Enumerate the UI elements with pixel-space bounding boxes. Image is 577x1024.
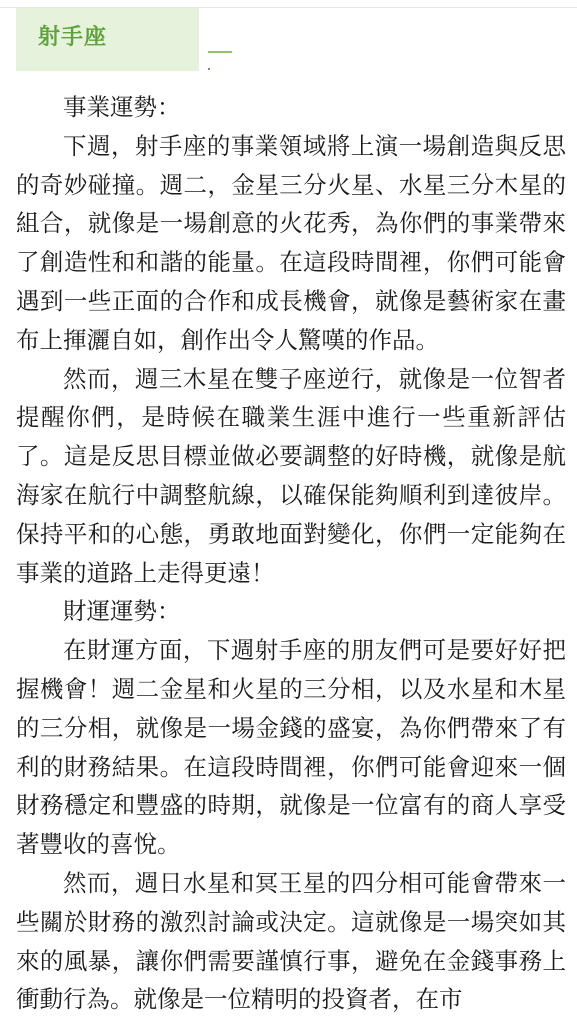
section-heading-wealth: 財運運勢： [63,597,181,626]
title-accent-dot [208,68,210,70]
paragraph-wealth-2: 然而，週日水星和冥王星的四分相可能會帶來一些關於財務的激烈討論或決定。這就像是一場突如其來的風暴，讓你們需要謹慎行事，避免在金錢事務上衝動行為。就像是一位精明的投資者，在市 [16,868,566,1014]
title-accent-line [208,51,232,53]
section-heading-career: 事業運勢： [63,93,181,121]
paragraph-wealth-1: 在財運方面，下週射手座的朋友們可是要好好把握機會！週二金星和火星的三分相，以及水星和木星的三分相，就像是一場金錢的盛宴，為你們帶來了有利的財務結果。在這段時間裡，你們可能會迎來一個財務穩定和豐盛的時期，就像是一位富有的商人享受著豐收的喜悅。 [16,636,566,859]
paragraph-career-1: 下週，射手座的事業領域將上演一場創造與反思的奇妙碰撞。週二，金星三分火星、水星三分木星的組合，就像是一場創意的火花秀，為你們的事業帶來了創造性和和諧的能量。在這段時間裡，你們可能會遇到一些正面的合作和成長機會，就像是藝術家在畫布上揮灑自如，創作出令人驚嘆的作品。 [16,131,566,354]
article-body [16,88,566,1019]
page-title: 射手座 [38,25,108,50]
paragraph-career-2: 然而，週三木星在雙子座逆行，就像是一位智者提醒你們，是時候在職業生涯中進行一些重新評估了。這是反思目標並做必要調整的好時機，就像是航海家在航行中調整航線，以確保能夠順利到達彼岸。保持平和的心態，勇敢地面對變化，你們一定能夠在事業的道路上走得更遠！ [16,364,566,587]
